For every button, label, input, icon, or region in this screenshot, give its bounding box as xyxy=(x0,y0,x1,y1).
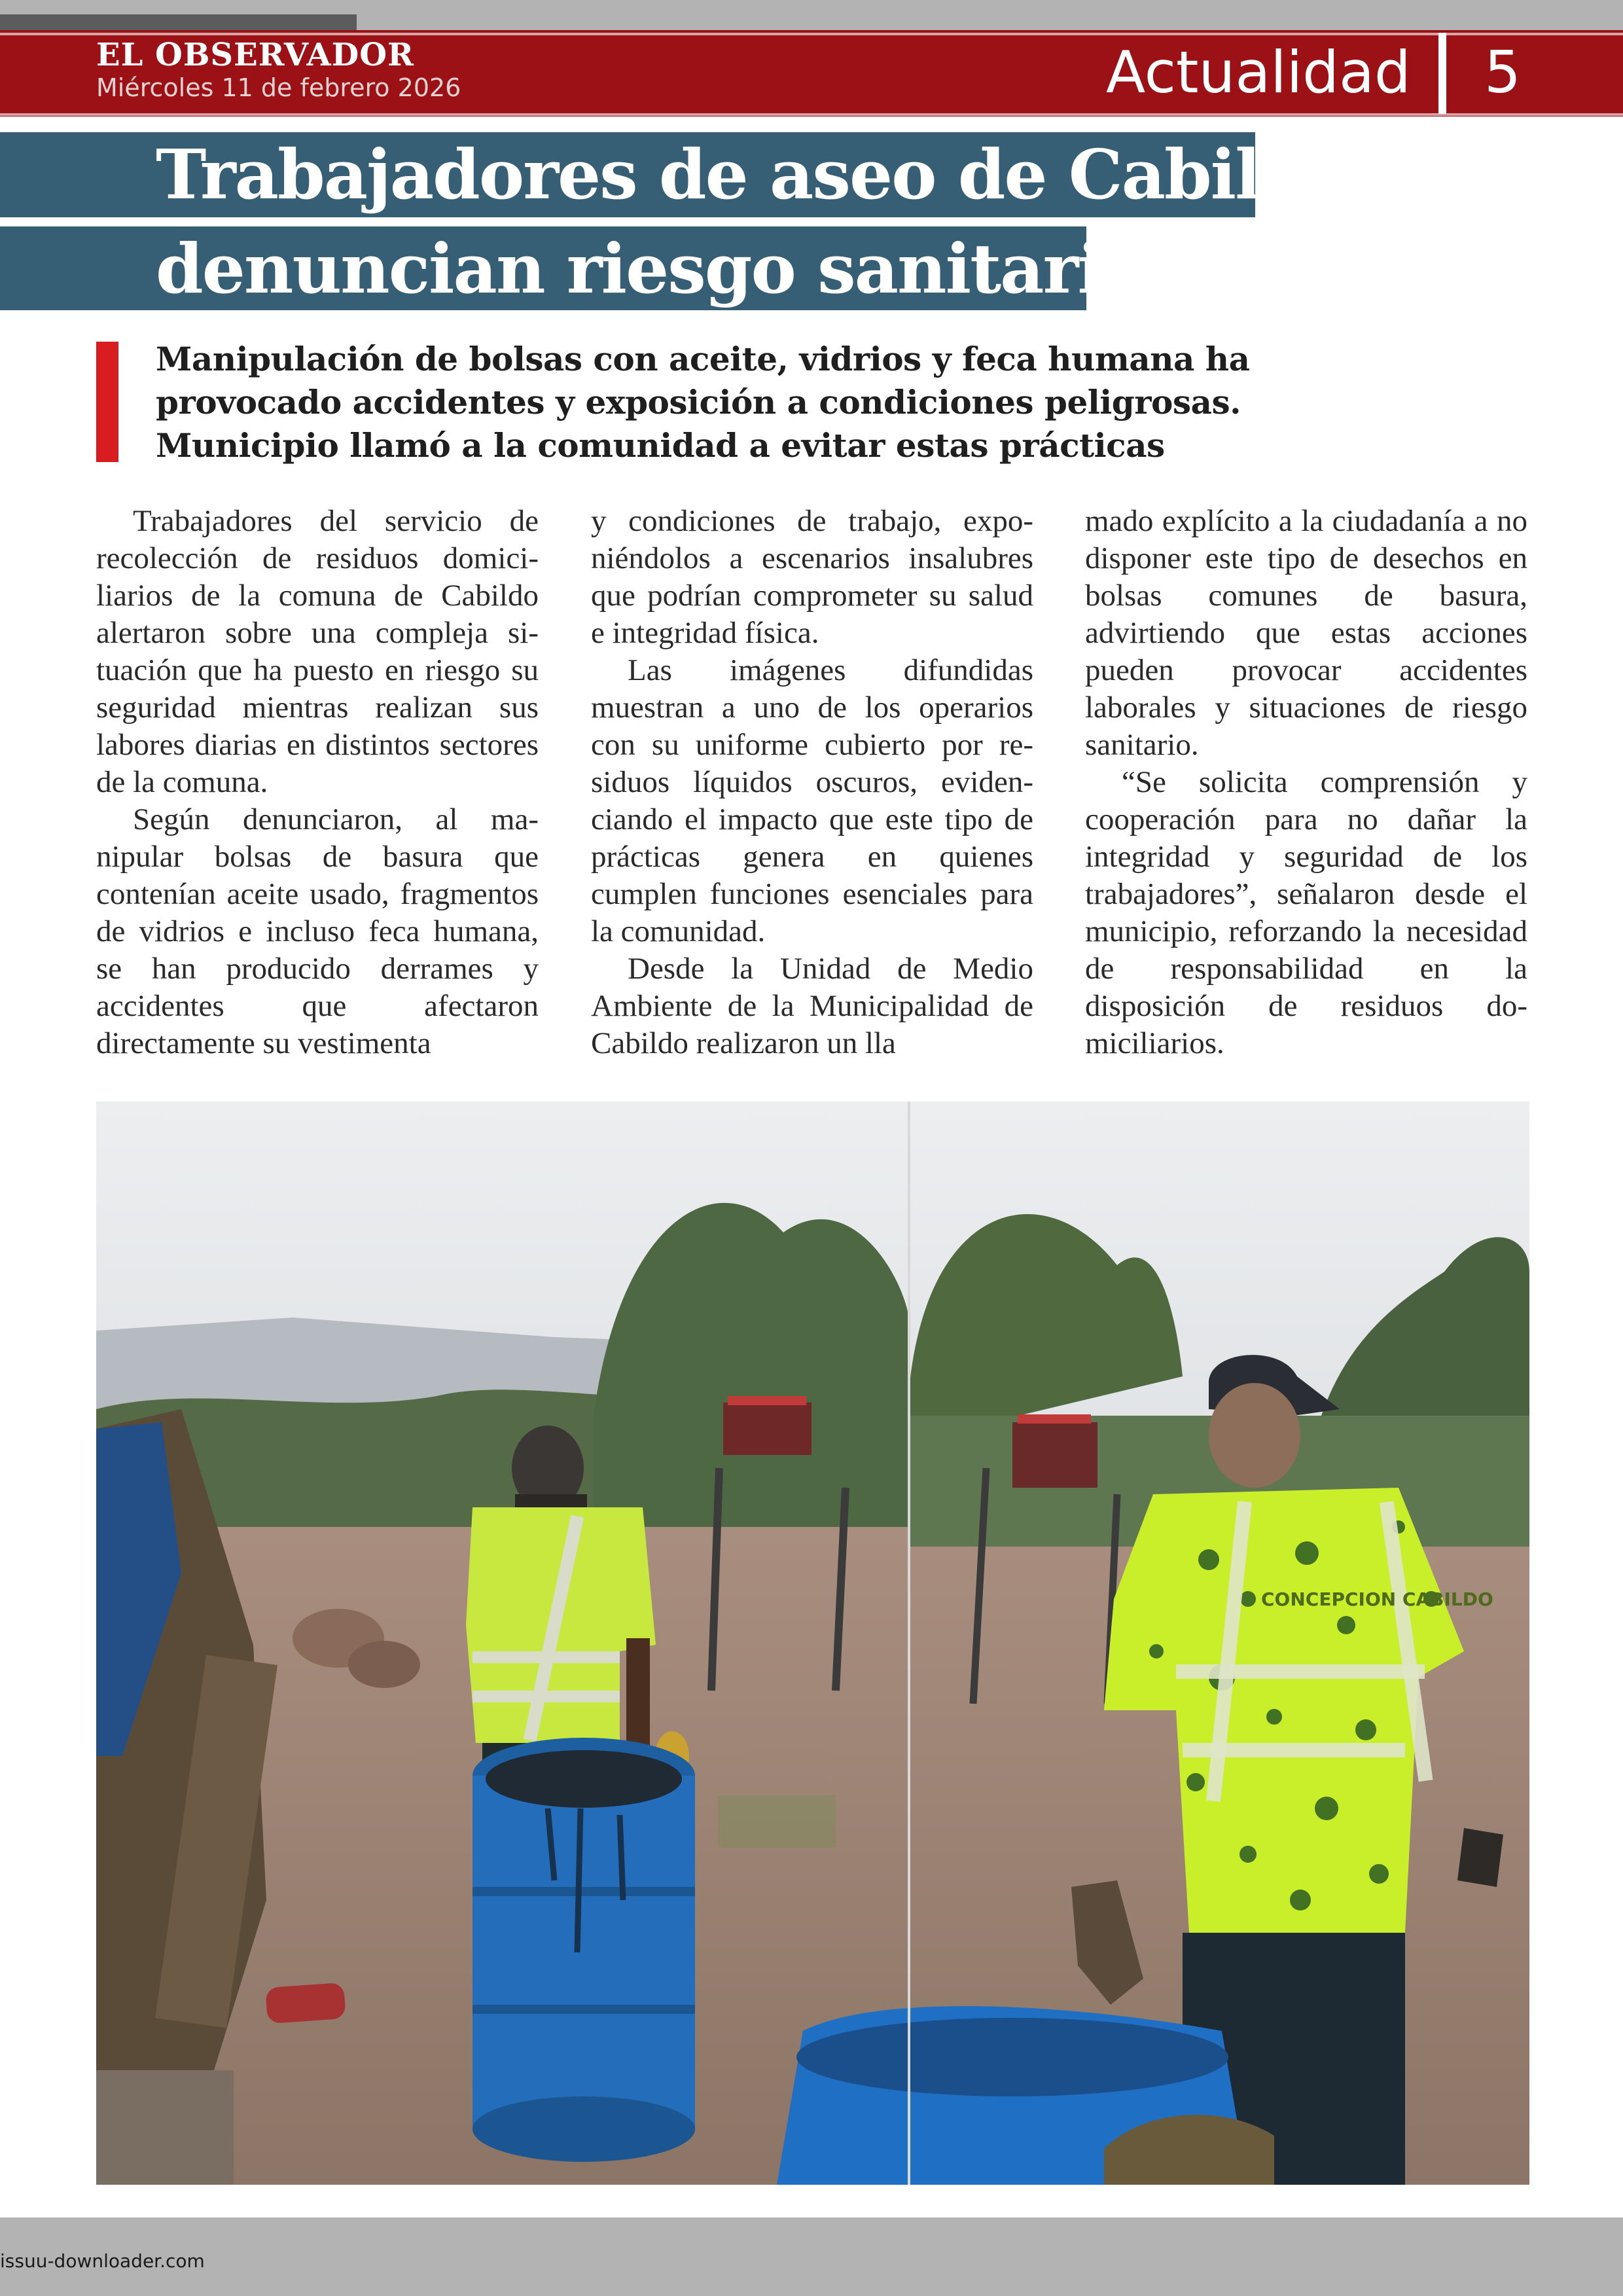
article-deck xyxy=(156,338,1334,467)
masthead-rule-top xyxy=(0,33,1623,35)
article-paragraph: y condiciones de trabajo, exponiéndolos a escenarios insalubres que podrían comprometer su salud e integridad física. xyxy=(591,504,1033,650)
article-photo xyxy=(96,1102,1529,2185)
article-paragraph: Trabajadores del servicio de recolección de residuos domiciliarios de la comuna de Cabildo alertaron sobre una compleja situación que ha puesto en riesgo su seguridad mientras realizan sus labores diarias en distintos sectores de la comuna. xyxy=(96,504,539,799)
page-number: 5 xyxy=(1484,39,1521,106)
article-column-3 xyxy=(1085,503,1527,1062)
article-paragraph: “Se solicita comprensión y cooperación para no dañar la integridad y seguridad de los trabajadores”, señalaron desde el municipio, reforzando la necesidad de responsabilidad en la disposición de residuos domiciliarios. xyxy=(1085,765,1527,1060)
newspaper-name: EL OBSERVADOR xyxy=(96,37,414,73)
deck-line: Manipulación de bolsas con aceite, vidrios y feca humana ha xyxy=(156,340,1250,378)
deck-line: provocado accidentes y exposición a condiciones peligrosas. xyxy=(156,383,1241,422)
article-paragraph: Desde la Unidad de Medio Ambiente de la Municipalidad de Cabildo realizaron un lla xyxy=(591,952,1033,1060)
deck-accent-bar xyxy=(96,342,118,462)
section-name: Actualidad xyxy=(1106,39,1411,106)
article-paragraph: Las imágenes difundidas muestran a uno de los operarios con su uniforme cubierto por residuos líquidos oscuros, evidenciando el impacto que este tipo de prácticas genera en quienes cumplen funciones esenciales para la comunidad. xyxy=(591,653,1033,948)
viewer-progress-bar xyxy=(0,14,357,30)
headline-line-1: Trabajadores de aseo de Cabildo xyxy=(156,134,1350,215)
viewer-bottom-bar xyxy=(0,2217,1623,2296)
watermark-text: issuu-downloader.com xyxy=(0,2250,205,2272)
issue-date: Miércoles 11 de febrero 2026 xyxy=(96,73,461,102)
headline-line-2: denuncian riesgo sanitario xyxy=(156,228,1147,309)
article-paragraph: mado explícito a la ciudadanía a no disponer este tipo de desechos en bolsas comunes de basura, advirtiendo que estas acciones pueden provocar accidentes laborales y situaciones de riesgo sanitario. xyxy=(1085,504,1527,762)
masthead-rule-bottom xyxy=(0,113,1623,116)
article-column-1 xyxy=(96,503,539,1062)
article-column-2 xyxy=(591,503,1033,1062)
section-divider xyxy=(1438,33,1446,114)
vest-text: CONCEPCION CABILDO xyxy=(1261,1588,1493,1610)
article-paragraph: Según denunciaron, al manipular bolsas de basura que contenían aceite usado, fragmentos de vidrios e incluso feca humana, se han producido derrames y accidentes que afectaron directamente su vestimenta xyxy=(96,802,539,1060)
deck-line: Municipio llamó a la comunidad a evitar estas prácticas xyxy=(156,426,1165,465)
photo-left-panel xyxy=(96,1102,909,2185)
